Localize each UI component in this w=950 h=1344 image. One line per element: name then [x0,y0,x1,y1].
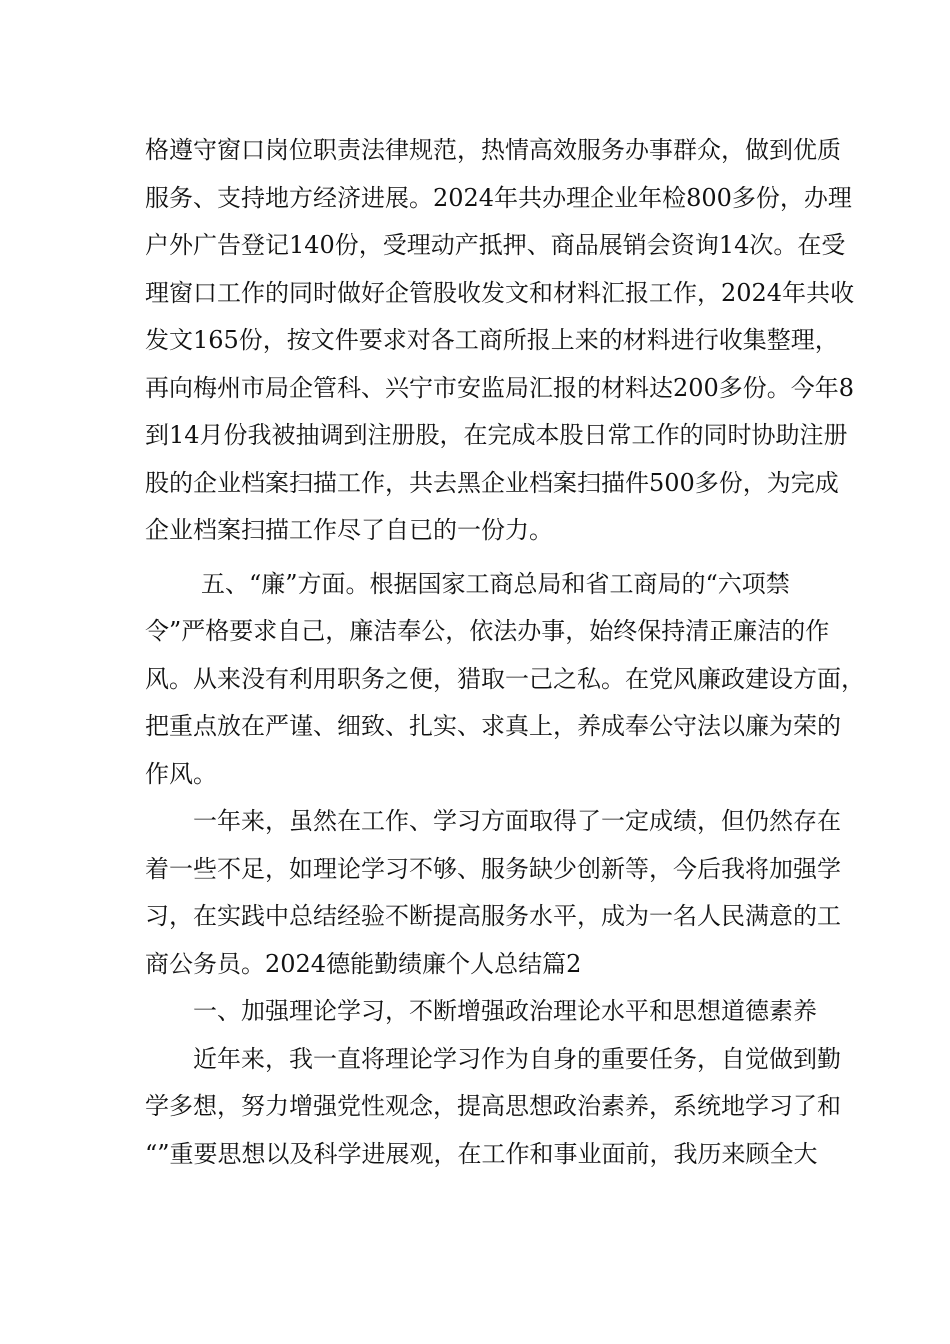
paragraph-1 [145,127,855,555]
text-line: 服务、支持地方经济进展。2024年共办理企业年检800多份，办理 [145,183,852,212]
text-line: 令”严格要求自己，廉洁奉公，依法办事，始终保持清正廉洁的作 [145,617,830,645]
text-line: “”重要思想以及科学进展观，在工作和事业面前，我历来顾全大 [145,1139,818,1168]
text-line: 把重点放在严谨、细致、扎实、求真上，养成奉公守法以廉为荣的 [145,712,841,740]
paragraph-2 [145,561,865,799]
text-line: 格遵守窗口岗位职责法律规范，热情高效服务办事群众，做到优质 [145,136,841,164]
text-line: 五、“廉”方面。根据国家工商总局和省工商局的“六项禁 [201,569,790,598]
text-line: 着一些不足，如理论学习不够、服务缺少创新等，今后我将加强学 [145,854,841,883]
text-line: 理窗口工作的同时做好企管股收发文和材料汇报工作，2024年共收 [145,278,855,307]
text-line: 习，在实践中总结经验不断提高服务水平，成为一名人民满意的工 [145,902,841,930]
text-line: 商公务员。2024德能勤绩廉个人总结篇2 [145,949,582,978]
text-line: 风。从来没有利用职务之便，猎取一己之私。在党风廉政建设方面， [145,664,865,693]
text-line: 户外广告登记140份，受理动产抵押、商品展销会资询14次。在受 [145,231,846,259]
paragraph-4 [145,988,825,1036]
paragraph-5 [145,1036,841,1179]
text-line: 企业档案扫描工作尽了自已的一份力。 [145,516,553,544]
text-line: 学多想，努力增强党性观念，提高思想政治素养，系统地学习了和 [145,1092,841,1120]
text-line: 一年来，虽然在工作、学习方面取得了一定成绩，但仍然存在 [193,807,841,835]
paragraph-3 [145,798,841,988]
section-heading: 一、加强理论学习，不断增强政治理论水平和思想道德素养 [193,997,817,1025]
text-line: 再向梅州市局企管科、兴宁市安监局汇报的材料达200多份。今年8 [145,373,855,402]
text-line: 发文165份，按文件要求对各工商所报上来的材料进行收集整理， [145,326,839,354]
document-body [145,127,865,1178]
text-line: 到14月份我被抽调到注册股，在完成本股日常工作的同时协助注册 [145,421,848,449]
text-line: 股的企业档案扫描工作，共去黑企业档案扫描件500多份，为完成 [145,468,839,497]
text-line: 近年来，我一直将理论学习作为自身的重要任务，自觉做到勤 [193,1044,841,1073]
text-line: 作风。 [145,759,217,788]
